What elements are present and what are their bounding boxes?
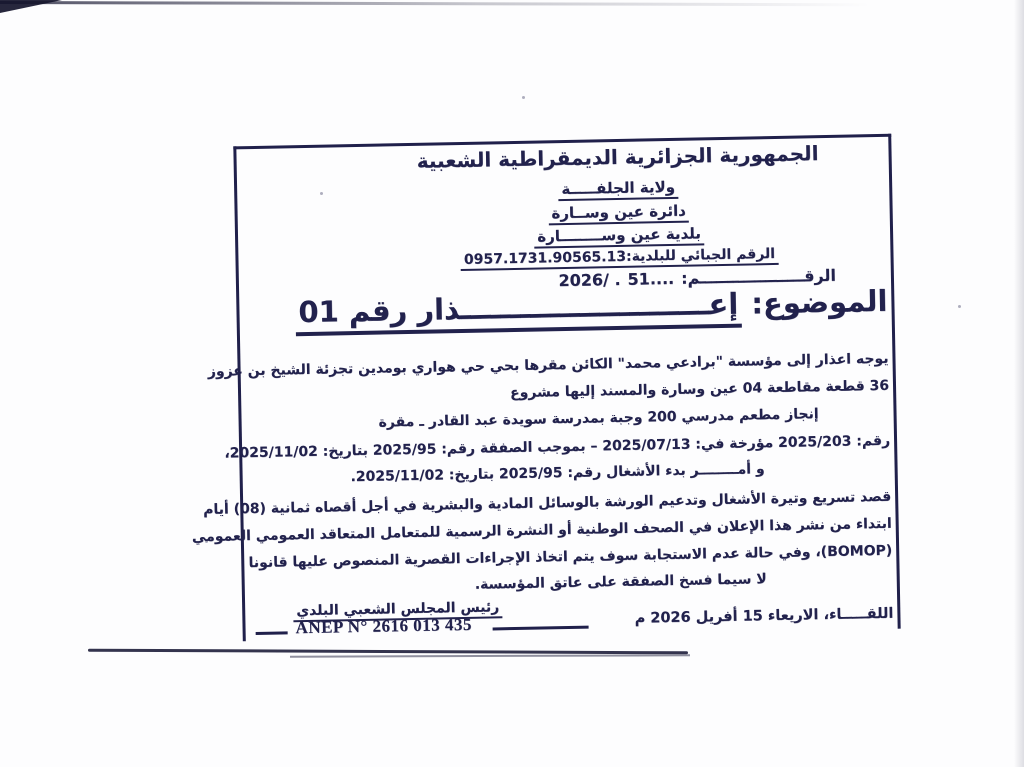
republic-title: الجمهورية الجزائرية الديمقراطية الشعبية — [416, 141, 819, 173]
para1-line1: يوجه اعذار إلى مؤسسة "برادعي محمد" الكائن مقرها بحي حي هواري بومدين تجزئة الشيخ بن عزوز — [207, 350, 889, 380]
footer-dash-line — [493, 626, 589, 631]
signature-text: رئيس المجلس الشعبي البلدي — [293, 599, 502, 622]
ink-speck — [522, 96, 525, 99]
project-line: إنجاز مطعم مدرسي 200 وجبة بمدرسة سويدة عبد القادر ـ مقرة — [378, 406, 819, 431]
para2-line4: لا سيما فسخ الصفقة على عاتق المؤسسة. — [474, 571, 767, 593]
notice-border-box — [191, 134, 900, 642]
right-edge-shadow — [1014, 0, 1024, 767]
subject-label: الموضوع: — [751, 283, 888, 321]
bottom-scan-line — [88, 649, 688, 655]
para2-line1: قصد تسريع وتيرة الأشغال وتدعيم الورشة بالوسائل المادية والبشرية في أجل أقصاه ثمانية (08) أيام — [203, 488, 892, 519]
ref-year: 2026/ . — [558, 269, 621, 291]
para2-line2: ابتداء من نشر هذا الإعلان في الصحف الوطنية أو النشرة الرسمية للمتعامل المتعاقد العمومي العمومي — [191, 515, 892, 546]
tax-id-text: الرقم الجبائي للبلدية:0957.1731.90565.13 — [461, 246, 778, 271]
footer-left-elbow — [256, 631, 288, 635]
wilaya-text: ولاية الجلفـــــة — [558, 178, 678, 201]
para1-line2: 36 قطعة مقاطعة 04 عين وسارة والمسند إليها مشروع — [509, 377, 890, 402]
ink-speck — [958, 305, 961, 308]
subject-value: إعـــــــــــــــــــــــــذار رقم 01 — [295, 287, 742, 337]
ref-serial: 51.... — [627, 268, 675, 289]
top-edge-scan-artifact — [0, 1, 870, 6]
decision-line: رقم: 2025/203 مؤرخة في: 2025/07/13 – بموجب الصفقة رقم: 2025/95 بتاريخ: 2025/11/02، — [224, 432, 891, 462]
bottom-scan-line-2 — [290, 654, 690, 657]
meeting-date-line: اللقـــــاء، الاريعاء 15 أفريل 2026 م — [634, 605, 894, 627]
daira-text: دائرة عين وســارة — [548, 202, 689, 226]
para2-line3: (BOMOP)، وفي حالة عدم الاستجابة سوف يتم اتخاذ الإجراءات القصرية المنصوص عليها قانونا — [248, 542, 893, 572]
commune-text: بلدية عين وســــــــارة — [534, 224, 704, 248]
anep-number: ANEP N° 2616 013 435 — [295, 614, 473, 638]
ref-label: الرقـــــــــــــــــــم: — [680, 265, 837, 288]
works-order-line: و أمــــــــر بدء الأشغال رقم: 2025/95 بتاريخ: 2025/11/02. — [350, 461, 765, 486]
